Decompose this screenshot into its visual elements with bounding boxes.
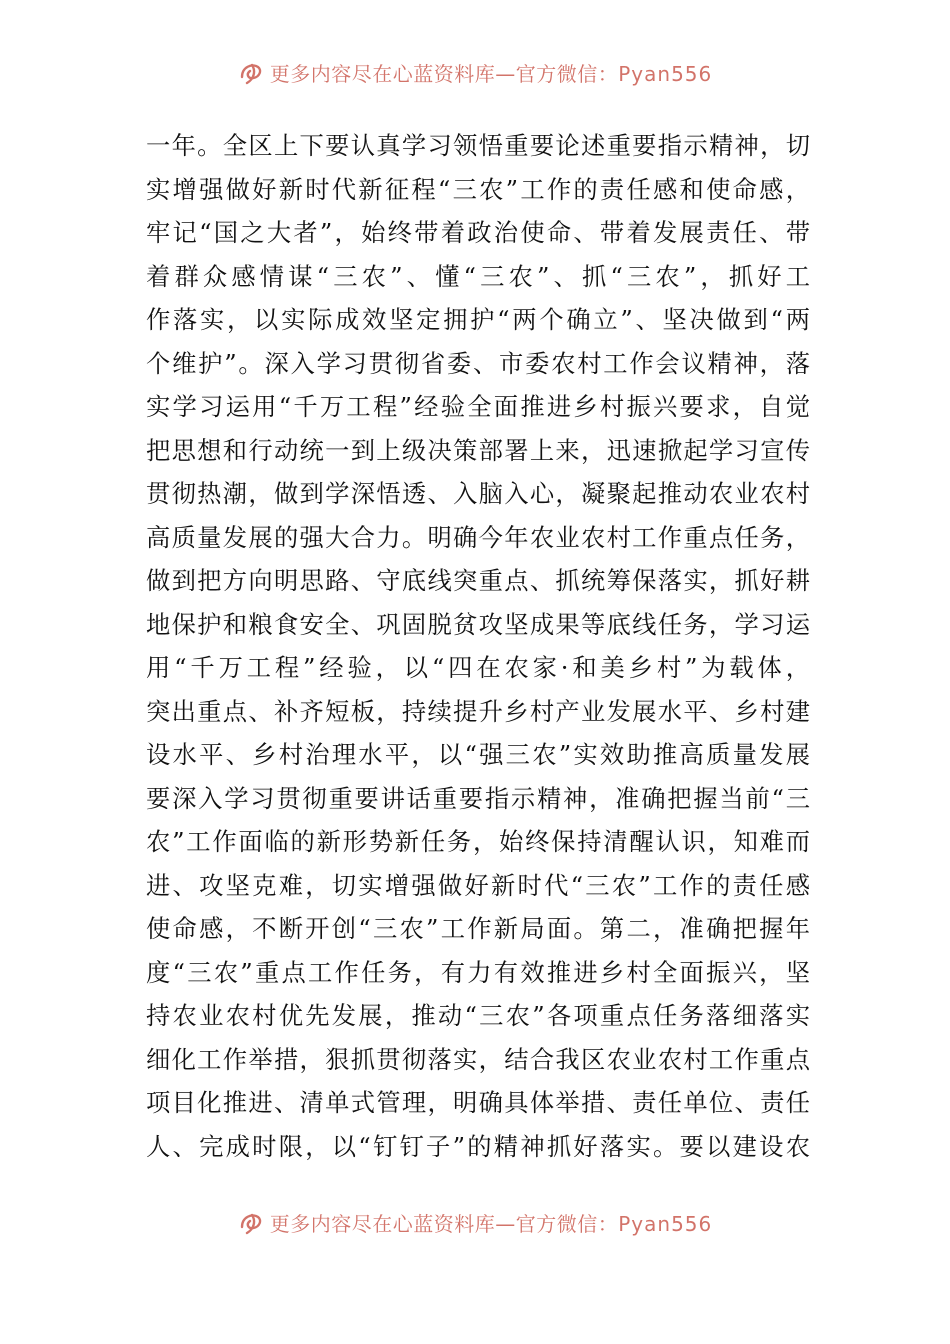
logo-icon [238, 1209, 264, 1235]
body-line: 使命感，不断开创“三农”工作新局面。第二，准确把握年 [146, 914, 810, 943]
body-line: 项目化推进、清单式管理，明确具体举措、责任单位、责任 [146, 1088, 810, 1117]
body-line: 作落实，以实际成效坚定拥护“两个确立”、坚决做到“两 [146, 305, 810, 334]
body-line: 高质量发展的强大合力。明确今年农业农村工作重点任务， [146, 522, 810, 552]
body-line: 度“三农”重点工作任务，有力有效推进乡村全面振兴，坚 [146, 957, 810, 987]
watermark-handle: Pyan556 [618, 61, 713, 86]
body-line: 人、完成时限，以“钉钉子”的精神抓好落实。要以建设农 [146, 1131, 810, 1161]
body-line: 实学习运用“千万工程”经验全面推进乡村振兴要求，自觉 [146, 392, 810, 421]
body-line: 农”工作面临的新形势新任务，始终保持清醒认识，知难而 [146, 827, 810, 856]
body-line: 着群众感情谋“三农”、懂“三农”、抓“三农”，抓好工 [146, 261, 810, 291]
watermark-label: 更多内容尽在心蓝资料库—官方微信： [269, 61, 619, 86]
body-line: 设水平、乡村治理水平，以“强三农”实效助推高质量发展 [146, 740, 810, 769]
body-line: 实增强做好新时代新征程“三农”工作的责任感和使命感， [146, 174, 810, 204]
body-line: 把思想和行动统一到上级决策部署上来，迅速掀起学习宣传 [146, 435, 810, 465]
body-line: 要深入学习贯彻重要讲话重要指示精神，准确把握当前“三 [146, 783, 810, 813]
document-body [146, 124, 810, 1168]
body-line: 细化工作举措，狠抓贯彻落实，结合我区农业农村工作重点 [146, 1044, 810, 1074]
body-line: 贯彻热潮，做到学深悟透、入脑入心，凝聚起推动农业农村 [146, 479, 810, 508]
body-line: 做到把方向明思路、守底线突重点、抓统筹保落实，抓好耕 [146, 566, 810, 595]
body-line: 个维护”。深入学习贯彻省委、市委农村工作会议精神，落 [146, 348, 810, 378]
body-line: 地保护和粮食安全、巩固脱贫攻坚成果等底线任务，学习运 [146, 609, 810, 639]
body-line: 一年。全区上下要认真学习领悟重要论述重要指示精神，切 [146, 131, 810, 160]
watermark-text [270, 58, 713, 87]
body-line: 牢记“国之大者”，始终带着政治使命、带着发展责任、带 [146, 218, 810, 247]
watermark-label: 更多内容尽在心蓝资料库—官方微信： [269, 1211, 619, 1236]
watermark-handle: Pyan556 [618, 1211, 713, 1236]
header-watermark [0, 54, 950, 90]
watermark-text [270, 1208, 713, 1237]
body-line: 用“千万工程”经验，以“四在农家·和美乡村”为载体， [146, 653, 811, 682]
body-line: 突出重点、补齐短板，持续提升乡村产业发展水平、乡村建 [146, 696, 810, 726]
body-line: 持农业农村优先发展，推动“三农”各项重点任务落细落实 [146, 1001, 810, 1030]
footer-watermark [0, 1204, 950, 1240]
logo-icon [238, 59, 264, 85]
body-line: 进、攻坚克难，切实增强做好新时代“三农”工作的责任感 [146, 870, 810, 900]
